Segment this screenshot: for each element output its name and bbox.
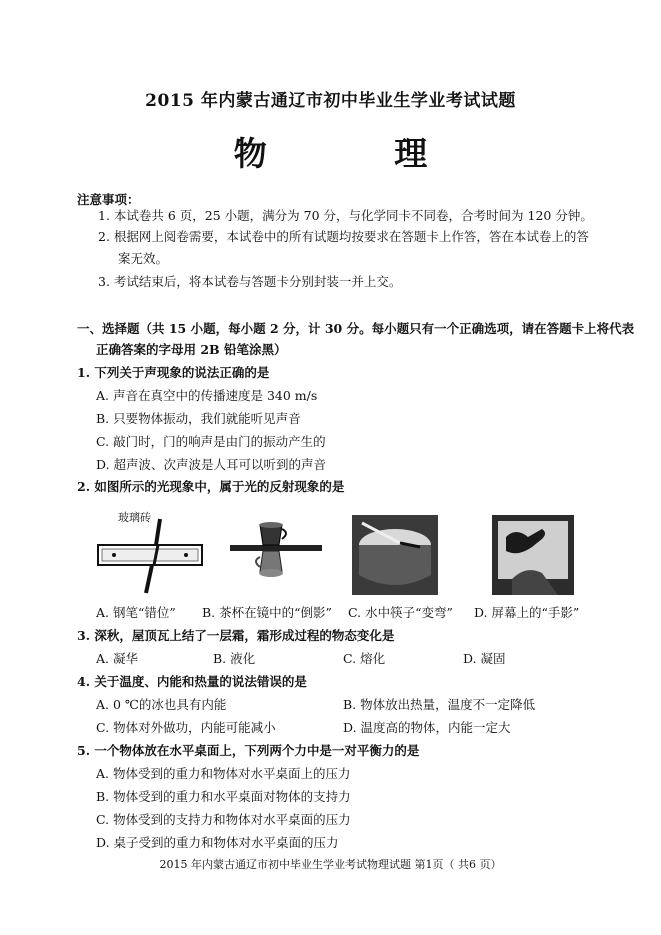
q3-stem: 3. 深秋，屋顶瓦上结了一层霜，霜形成过程的物态变化是 bbox=[77, 628, 395, 643]
q3-option-a: A. 凝华 bbox=[96, 651, 138, 666]
exam-title: 2015 年内蒙古通辽市初中毕业生学业考试试题 bbox=[145, 91, 516, 111]
section-heading: 一、选择题（共 15 小题，每小题 2 分，计 30 分。每小题只有一个正确选项，请在答题卡上将代表 bbox=[77, 321, 635, 336]
q4-stem: 4. 关于温度、内能和热量的说法错误的是 bbox=[77, 674, 307, 689]
note-item-2: 2. 根据网上阅卷需要，本试卷中的所有试题均按要求在答题卡上作答，答在本试卷上的答 bbox=[98, 229, 589, 244]
q3-option-c: C. 熔化 bbox=[343, 651, 386, 666]
q2-option-b: B. 茶杯在镜中的“倒影” bbox=[202, 605, 332, 620]
q2-option-d: D. 屏幕上的“手影” bbox=[474, 605, 580, 620]
q3-option-b: B. 液化 bbox=[213, 651, 256, 666]
q5-option-c: C. 物体受到的支持力和物体对水平桌面的压力 bbox=[96, 812, 351, 827]
q2-option-c: C. 水中筷子“变弯” bbox=[348, 605, 453, 620]
q4-option-a: A. 0 ℃的冰也具有内能 bbox=[96, 697, 227, 712]
note-item-3: 3. 考试结束后，将本试卷与答题卡分别封装一并上交。 bbox=[98, 274, 402, 289]
notes-heading: 注意事项： bbox=[77, 192, 140, 207]
q5-option-b: B. 物体受到的重力和水平桌面对物体的支持力 bbox=[96, 789, 351, 804]
q1-option-d: D. 超声波、次声波是人耳可以听到的声音 bbox=[96, 457, 327, 472]
q1-option-a: A. 声音在真空中的传播速度是 340 m/s bbox=[96, 388, 318, 403]
q2-option-a: A. 钢笔“错位” bbox=[96, 605, 176, 620]
q5-option-a: A. 物体受到的重力和物体对水平桌面上的压力 bbox=[96, 766, 351, 781]
q2-stem: 2. 如图所示的光现象中，属于光的反射现象的是 bbox=[77, 479, 345, 494]
figure-a-label: 玻璃砖 bbox=[118, 511, 151, 524]
section-heading-cont: 正确答案的字母用 2B 铅笔涂黑） bbox=[96, 342, 287, 357]
q4-option-b: B. 物体放出热量，温度不一定降低 bbox=[343, 697, 536, 712]
figure-c-chopsticks-water bbox=[352, 515, 438, 595]
q5-option-d: D. 桌子受到的重力和物体对水平桌面的压力 bbox=[96, 835, 339, 850]
note-item-2-cont: 案无效。 bbox=[118, 251, 169, 266]
q1-stem: 1. 下列关于声现象的说法正确的是 bbox=[77, 365, 270, 380]
note-item-1: 1. 本试卷共 6 页，25 小题，满分为 70 分，与化学同卡不同卷，合考时间为 120 分钟。 bbox=[98, 208, 593, 223]
subject-title: 物 理 bbox=[233, 134, 486, 173]
figure-b-cup-mirror bbox=[226, 515, 326, 595]
q1-option-c: C. 敲门时，门的响声是由门的振动产生的 bbox=[96, 434, 326, 449]
q4-option-c: C. 物体对外做功，内能可能减小 bbox=[96, 720, 276, 735]
page-footer: 2015 年内蒙古通辽市初中毕业生学业考试物理试题 第1页（ 共6 页） bbox=[159, 858, 502, 871]
q1-option-b: B. 只要物体振动，我们就能听见声音 bbox=[96, 411, 301, 426]
q3-option-d: D. 凝固 bbox=[463, 651, 506, 666]
q4-option-d: D. 温度高的物体，内能一定大 bbox=[343, 720, 511, 735]
figure-d-hand-shadow bbox=[492, 515, 574, 595]
figure-a-pen-glass bbox=[96, 511, 208, 595]
q5-stem: 5. 一个物体放在水平桌面上，下列两个力中是一对平衡力的是 bbox=[77, 743, 420, 758]
